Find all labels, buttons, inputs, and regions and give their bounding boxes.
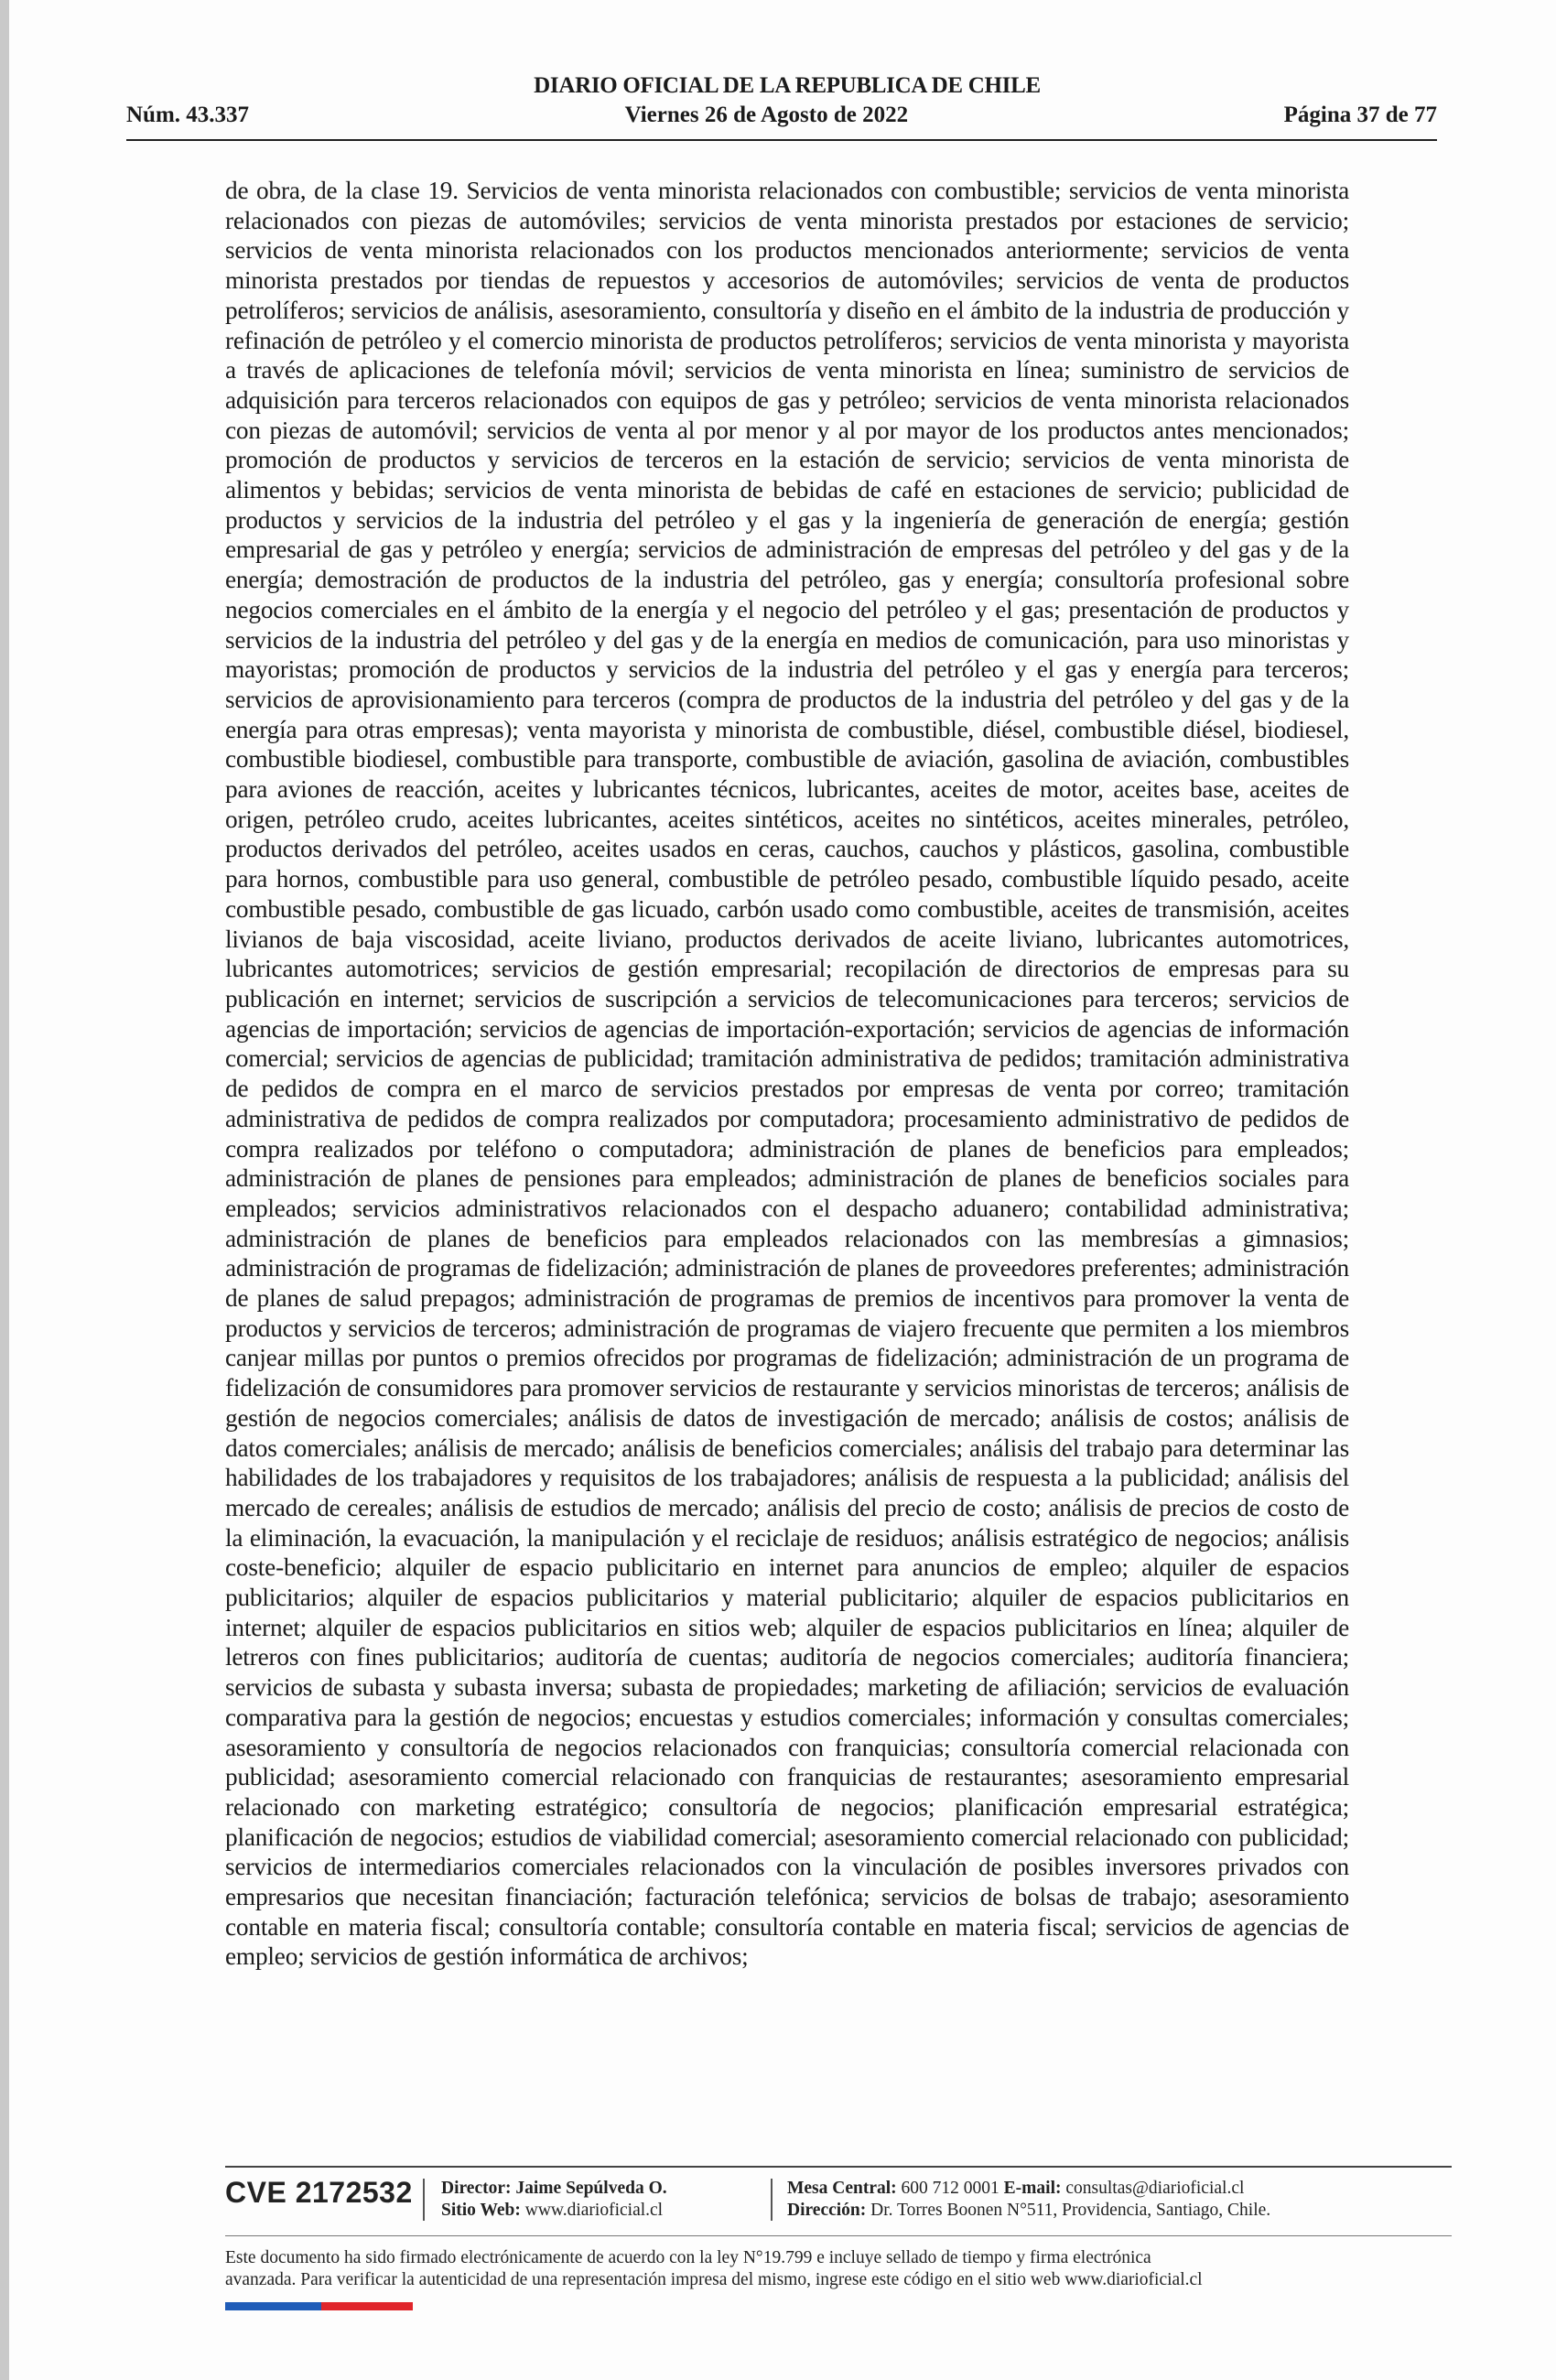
- flag-blue-segment: [225, 2302, 321, 2310]
- phone-value: 600 712 0001: [901, 2179, 1000, 2198]
- footer-divider-secondary: [225, 2235, 1452, 2236]
- email-label: E-mail:: [1003, 2179, 1062, 2198]
- phone-label: Mesa Central:: [787, 2179, 897, 2198]
- address-value: Dr. Torres Boonen N°511, Providencia, Santiago, Chile.: [870, 2201, 1271, 2220]
- issue-number: Núm. 43.337: [126, 103, 250, 127]
- flag-stripe: [225, 2302, 413, 2310]
- page-number: Página 37 de 77: [1283, 103, 1437, 127]
- legal-line: Este documento ha sido firmado electrónicamente de acuerdo con la ley N°19.799 e incluye sellado de tiempo y firma electrónica: [225, 2248, 1151, 2267]
- email-link[interactable]: consultas@diarioficial.cl: [1065, 2179, 1245, 2198]
- footer-director-block: [441, 2178, 667, 2222]
- header-row: [126, 103, 1437, 128]
- director-label: Director:: [441, 2179, 512, 2198]
- publication-title: DIARIO OFICIAL DE LA REPUBLICA DE CHILE: [534, 73, 1041, 98]
- footer-divider: [225, 2166, 1452, 2168]
- footer-separator: [423, 2179, 425, 2221]
- flag-red-segment: [321, 2302, 413, 2310]
- header-divider: [126, 139, 1437, 141]
- body-text: de obra, de la clase 19. Servicios de venta minorista relacionados con combustible; servicios de venta minorista relacionados con piezas de automóviles; servicios de venta minorista prestados por estaciones de servicio; servicios de venta minorista relacionados con los productos mencionados anteriormente; servicios de venta minorista prestados por tiendas de repuestos y accesorios de automóviles; servicios de venta de productos petrolíferos; servicios de análisis, asesoramiento, consultoría y diseño en el ámbito de la industria de producción y refinación de petróleo y el comercio minorista de productos petrolíferos; servicios de venta minorista y mayorista a través de aplicaciones de telefonía móvil; servicios de venta minorista en línea; suministro de servicios de adquisición para terceros relacionados con equipos de gas y petróleo; servicios de venta minorista relacionados con piezas de automóvil; servicios de venta al por menor y al por mayor de los productos antes mencionados; promoción de productos y servicios de terceros en la estación de servicio; servicios de venta minorista de alimentos y bebidas; servicios de venta minorista de bebidas de café en estaciones de servicio; publicidad de productos y servicios de la industria del petróleo y el gas y la ingeniería de generación de energía; gestión empresarial de gas y petróleo y energía; servicios de administración de empresas del petróleo y del gas y de la energía; demostración de productos de la industria del petróleo, gas y energía; consultoría profesional sobre negocios comerciales en el ámbito de la energía y el negocio del petróleo y el gas; presentación de productos y servicios de la industria del petróleo y del gas y de la energía en medios de comunicación, para uso minoristas y mayoristas; promoción de productos y servicios de la industria del petróleo y el gas y energía para terceros; servicios de aprovisionamiento para terceros (compra de productos de la industria del petróleo y del gas y de la energía para otras empresas); venta mayorista y minorista de combustible, diésel, combustible diésel, biodiesel, combustible biodiesel, combustible para transporte, combustible de aviación, gasolina de aviación, combustibles para aviones de reacción, aceites y lubricantes técnicos, lubricantes, aceites de motor, aceites base, aceites de origen, petróleo crudo, aceites lubricantes, aceites sintéticos, aceites no sintéticos, aceites minerales, petróleo, productos derivados del petróleo, aceites usados en ceras, cauchos, cauchos y plásticos, gasolina, combustible para hornos, combustible para uso general, combustible de petróleo pesado, combustible líquido pesado, aceite combustible pesado, combustible de gas licuado, carbón usado como combustible, aceites de transmisión, aceites livianos de baja viscosidad, aceite liviano, productos derivados de aceite liviano, lubricantes automotrices, lubricantes automotrices; servicios de gestión empresarial; recopilación de directorios de empresas para su publicación en internet; servicios de suscripción a servicios de telecomunicaciones para terceros; servicios de agencias de importación; servicios de agencias de importación-exportación; servicios de agencias de información comercial; servicios de agencias de publicidad; tramitación administrativa de pedidos; tramitación administrativa de pedidos de compra en el marco de servicios prestados por empresas de venta por correo; tramitación administrativa de pedidos de compra realizados por computadora; procesamiento administrativo de pedidos de compra realizados por teléfono o computadora; administración de planes de beneficios para empleados; administración de planes de pensiones para empleados; administración de planes de beneficios sociales para empleados; servicios administrativos relacionados con el despacho aduanero; contabilidad administrativa; administración de planes de beneficios para empleados relacionados con las membresías a gimnasios; administración de programas de fidelización; administración de planes de proveedores preferentes; administración de planes de salud prepagos; administración de programas de premios de incentivos para promover la venta de productos y servicios de terceros; administración de programas de viajero frecuente que permiten a los miembros canjear millas por puntos o premios ofrecidos por programas de fidelización; administración de un programa de fidelización de consumidores para promover servicios de restaurante y servicios minoristas de terceros; análisis de gestión de negocios comerciales; análisis de datos de investigación de mercado; análisis de costos; análisis de datos comerciales; análisis de mercado; análisis de beneficios comerciales; análisis del trabajo para determinar las habilidades de los trabajadores y requisitos de los trabajadores; análisis de respuesta a la publicidad; análisis del mercado de cereales; análisis de estudios de mercado; análisis del precio de costo; análisis de precios de costo de la eliminación, la evacuación, la manipulación y el reciclaje de residuos; análisis estratégico de negocios; análisis coste-beneficio; alquiler de espacio publicitario en internet para anuncios de empleo; alquiler de espacios publicitarios; alquiler de espacios publicitarios y material publicitario; alquiler de espacios publicitarios en internet; alquiler de espacios publicitarios en sitios web; alquiler de espacios publicitarios en línea; alquiler de letreros con fines publicitarios; auditoría de cuentas; auditoría de negocios comerciales; auditoría financiera; servicios de subasta y subasta inversa; subasta de propiedades; marketing de afiliación; servicios de evaluación comparativa para la gestión de negocios; encuestas y estudios comerciales; información y consultas comerciales; asesoramiento y consultoría de negocios relacionados con franquicias; consultoría comercial relacionada con publicidad; asesoramiento comercial relacionado con franquicias de restaurantes; asesoramiento empresarial relacionado con marketing estratégico; consultoría de negocios; planificación empresarial estratégica; planificación de negocios; estudios de viabilidad comercial; asesoramiento comercial relacionado con publicidad; servicios de intermediarios comerciales relacionados con la vinculación de posibles inversores privados con empresarios que necesitan financiación; facturación telefónica; servicios de bolsas de trabajo; asesoramiento contable en materia fiscal; consultoría contable; consultoría contable en materia fiscal; servicios de agencias de empleo; servicios de gestión informática de archivos;: [225, 177, 1349, 1971]
- issue-date: Viernes 26 de Agosto de 2022: [624, 103, 909, 127]
- footer-separator: [771, 2179, 773, 2221]
- address-label: Dirección:: [787, 2201, 867, 2220]
- footer-contact-block: [787, 2178, 1270, 2222]
- cve-code: CVE 2172532: [225, 2176, 413, 2209]
- legal-line: avanzada. Para verificar la autenticidad de una representación impresa del mismo, ingrese este código en el sitio web www.diarioficial.cl: [225, 2270, 1203, 2289]
- website-label: Sitio Web:: [441, 2201, 521, 2220]
- website-link[interactable]: www.diarioficial.cl: [524, 2201, 664, 2220]
- director-name: Jaime Sepúlveda O.: [515, 2179, 667, 2198]
- legal-notice: [225, 2247, 1360, 2291]
